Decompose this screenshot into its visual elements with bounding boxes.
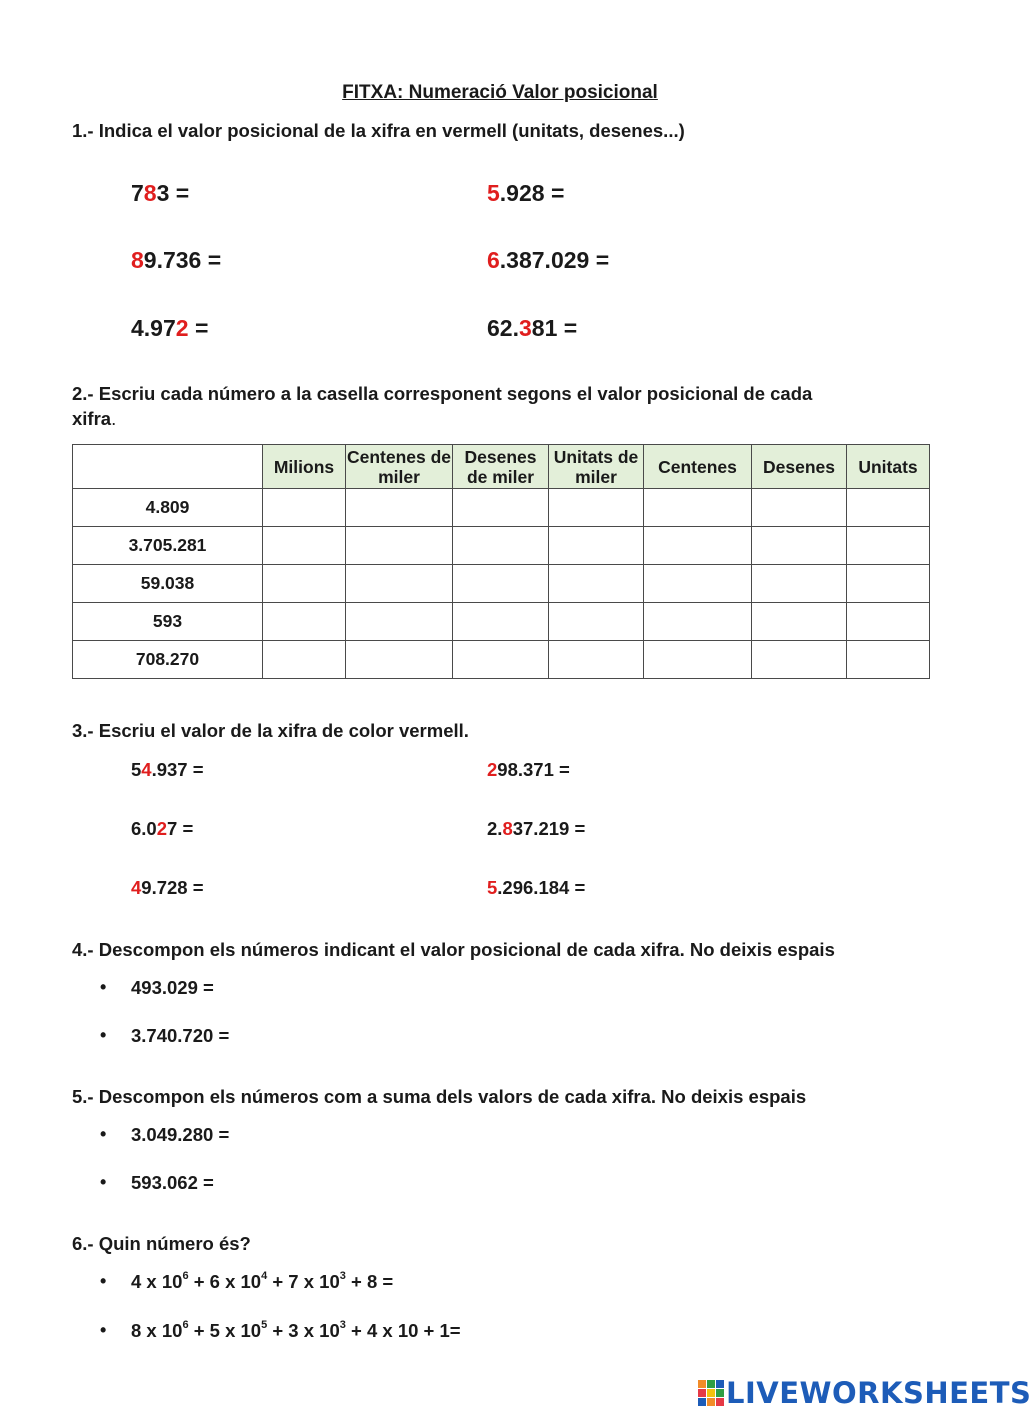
- q3-item-4: [487, 818, 760, 840]
- q3-item-4-pre: 2.: [487, 818, 503, 839]
- bullet-icon: •: [100, 1172, 107, 1192]
- q3-item-6-red-digit: 5: [487, 877, 498, 898]
- q1-item-5-pre: 4.97: [131, 315, 176, 341]
- q3-item-2-post: 98.371 =: [497, 759, 570, 780]
- table-cell-input[interactable]: [644, 641, 752, 679]
- q6-expr2-part-c: + 3 x 10: [267, 1320, 340, 1341]
- liveworksheets-logo: [698, 1378, 1031, 1408]
- table-cell-input[interactable]: [752, 527, 847, 565]
- q3-item-6: [487, 877, 760, 899]
- q6-expr1-part-b: + 6 x 10: [188, 1271, 262, 1292]
- table-cell-input[interactable]: [549, 565, 644, 603]
- q2-heading-tail: .: [111, 408, 117, 429]
- q6-answer-2[interactable]: [466, 1320, 636, 1342]
- q1-item-6-pre: 62.: [487, 315, 519, 341]
- q4-item-2: [131, 1025, 834, 1047]
- q3-item-2-red-digit: 2: [487, 759, 498, 780]
- q5-item-1-text: 3.049.280 =: [131, 1124, 230, 1145]
- table-cell-input[interactable]: [346, 527, 453, 565]
- header-centenes-de-miler: Centenes de miler: [346, 446, 452, 487]
- q1-answer-3[interactable]: [228, 252, 398, 274]
- row-number: 3.705.281: [73, 527, 263, 565]
- q1-heading: 1.- Indica el valor posicional de la xifra en vermell (unitats, desenes...): [72, 120, 685, 141]
- q2-heading-line2: xifra: [72, 408, 112, 429]
- q1-item-5-red-digit: 2: [175, 315, 189, 341]
- q6-expr1-part-d: + 8 =: [345, 1271, 394, 1292]
- bullet-icon: •: [100, 1271, 107, 1291]
- q3-answer-2[interactable]: [575, 759, 745, 781]
- q3-item-3-pre: 6.0: [131, 818, 157, 839]
- table-cell-input[interactable]: [453, 641, 549, 679]
- q4-item-1: [131, 977, 819, 999]
- q6-answer-1[interactable]: [398, 1271, 568, 1293]
- q3-item-5-post: 9.728 =: [141, 877, 204, 898]
- header-milions: Milions: [263, 445, 346, 489]
- q1-item-1-red-digit: 8: [143, 180, 157, 206]
- q6-item-1: [131, 1271, 568, 1293]
- q3-item-1-pre: 5: [131, 759, 142, 780]
- q3-item-4-red-digit: 8: [502, 818, 513, 839]
- table-cell-input[interactable]: [752, 565, 847, 603]
- q6-expr2-exp-a: 6: [182, 1318, 189, 1331]
- q1-item-6-post: 81 =: [531, 315, 578, 341]
- q5-item-2-text: 593.062 =: [131, 1172, 214, 1193]
- q1-item-4-post: .387.029 =: [499, 247, 610, 273]
- table-header-row: [73, 445, 930, 489]
- table-cell-input[interactable]: [644, 489, 752, 527]
- q6-expr2-part-a: 8 x 10: [131, 1320, 183, 1341]
- q3-item-1-red-digit: 4: [141, 759, 152, 780]
- header-desenes-de-miler: Desenes de miler: [453, 445, 549, 489]
- q3-item-1: [131, 759, 379, 781]
- table-cell-input[interactable]: [263, 603, 346, 641]
- q1-item-4: [487, 247, 786, 274]
- table-row: [73, 603, 930, 641]
- q3-answer-4[interactable]: [590, 818, 760, 840]
- q1-item-2-post: .928 =: [499, 180, 565, 206]
- table-cell-input[interactable]: [453, 603, 549, 641]
- table-cell-input[interactable]: [453, 527, 549, 565]
- q6-expr1-exp-c: 3: [339, 1269, 346, 1282]
- table-cell-input[interactable]: [644, 603, 752, 641]
- table-cell-input[interactable]: [847, 565, 930, 603]
- q1-item-3-red-digit: 8: [131, 247, 144, 273]
- page-title: FITXA: Numeració Valor posicional: [342, 82, 658, 103]
- header-centenes: Centenes: [644, 445, 752, 489]
- table-cell-input[interactable]: [847, 489, 930, 527]
- table-cell-input[interactable]: [847, 527, 930, 565]
- q3-item-3: [131, 818, 368, 840]
- liveworksheets-icon: [698, 1380, 724, 1406]
- table-cell-input[interactable]: [847, 641, 930, 679]
- table-row: [73, 489, 930, 527]
- q3-answer-1[interactable]: [209, 759, 379, 781]
- q4-answer-2[interactable]: [234, 1025, 834, 1047]
- table-cell-input[interactable]: [549, 603, 644, 641]
- table-corner: [73, 445, 263, 489]
- q6-expr1-part-c: + 7 x 10: [267, 1271, 340, 1292]
- q4-item-1-text: 493.029 =: [131, 977, 214, 998]
- table-row: [73, 565, 930, 603]
- table-cell-input[interactable]: [847, 603, 930, 641]
- q1-item-3-post: 9.736 =: [143, 247, 222, 273]
- q1-item-1: [131, 180, 366, 207]
- table-cell-input[interactable]: [346, 603, 453, 641]
- table-cell-input[interactable]: [549, 527, 644, 565]
- q4-answer-1[interactable]: [219, 977, 819, 999]
- table-cell-input[interactable]: [549, 641, 644, 679]
- q5-item-1: [131, 1124, 834, 1146]
- q4-item-2-text: 3.740.720 =: [131, 1025, 230, 1046]
- q1-item-5-post: =: [188, 315, 209, 341]
- table-cell-input[interactable]: [644, 527, 752, 565]
- table-cell-input[interactable]: [752, 641, 847, 679]
- q6-expr1-part-a: 4 x 10: [131, 1271, 183, 1292]
- q1-item-6-red-digit: 3: [518, 315, 532, 341]
- table-cell-input[interactable]: [549, 489, 644, 527]
- bullet-icon: •: [100, 1124, 107, 1144]
- header-unitats: Unitats: [847, 445, 930, 489]
- table-cell-input[interactable]: [346, 565, 453, 603]
- table-cell-input[interactable]: [453, 489, 549, 527]
- row-number: 593: [73, 603, 263, 641]
- q3-item-3-post: 7 =: [167, 818, 194, 839]
- q6-expr1-exp-a: 6: [182, 1269, 189, 1282]
- q1-item-2-red-digit: 5: [487, 180, 500, 206]
- q1-item-1-pre: 7: [131, 180, 144, 206]
- q6-expr2-part-b: + 5 x 10: [188, 1320, 262, 1341]
- q3-item-6-post: .296.184 =: [497, 877, 586, 898]
- q1-item-1-post: 3 =: [156, 180, 190, 206]
- q3-answer-5[interactable]: [209, 877, 379, 899]
- q3-item-4-post: 37.219 =: [512, 818, 586, 839]
- table-cell-input[interactable]: [346, 641, 453, 679]
- q6-expr2-exp-c: 3: [339, 1318, 346, 1331]
- place-value-table: [72, 444, 930, 679]
- q3-answer-3[interactable]: [198, 818, 368, 840]
- row-number: 708.270: [73, 641, 263, 679]
- row-number: 59.038: [73, 565, 263, 603]
- table-cell-input[interactable]: [263, 565, 346, 603]
- q6-expr2-part-d: + 4 x 10 + 1=: [345, 1320, 461, 1341]
- bullet-icon: •: [100, 1025, 107, 1045]
- header-desenes: Desenes: [752, 445, 847, 489]
- q6-expr2-exp-b: 5: [261, 1318, 268, 1331]
- q1-answer-1[interactable]: [196, 185, 366, 207]
- q3-heading: 3.- Escriu el valor de la xifra de color vermell.: [72, 720, 469, 741]
- table-cell-input[interactable]: [263, 527, 346, 565]
- table-cell-input[interactable]: [644, 565, 752, 603]
- q5-answer-1[interactable]: [234, 1124, 834, 1146]
- q1-item-4-red-digit: 6: [487, 247, 500, 273]
- q2-heading-line1: 2.- Escriu cada número a la casella corresponent segons el valor posicional de cada: [72, 383, 813, 404]
- q3-item-3-red-digit: 2: [156, 818, 168, 839]
- q3-item-5-red-digit: 4: [131, 877, 142, 898]
- table-cell-input[interactable]: [752, 603, 847, 641]
- table-cell-input[interactable]: [752, 489, 847, 527]
- q6-heading: 6.- Quin número és?: [72, 1233, 251, 1254]
- q1-item-3: [131, 247, 398, 274]
- bullet-icon: •: [100, 1320, 107, 1340]
- q3-item-2: [487, 759, 745, 781]
- table-cell-input[interactable]: [263, 641, 346, 679]
- q1-item-5: [131, 315, 385, 342]
- table-cell-input[interactable]: [453, 565, 549, 603]
- q1-item-6: [487, 315, 754, 342]
- q5-heading: 5.- Descompon els números com a suma dels valors de cada xifra. No deixis espais: [72, 1086, 807, 1107]
- bullet-icon: •: [100, 977, 107, 997]
- q5-item-2: [131, 1172, 819, 1194]
- q6-item-2: [131, 1320, 636, 1342]
- q2-heading: [72, 381, 932, 431]
- q4-heading: 4.- Descompon els números indicant el valor posicional de cada xifra. No deixis espais: [72, 939, 835, 960]
- q1-item-2: [487, 180, 741, 207]
- q6-expr1-exp-b: 4: [261, 1269, 268, 1282]
- table-cell-input[interactable]: [263, 489, 346, 527]
- table-row: [73, 641, 930, 679]
- q1-answer-5[interactable]: [215, 320, 385, 342]
- header-unitats-de-miler: Unitats de miler: [549, 445, 644, 489]
- q5-answer-2[interactable]: [219, 1172, 819, 1194]
- table-row: [73, 527, 930, 565]
- q1-answer-6[interactable]: [584, 320, 754, 342]
- q3-item-5: [131, 877, 379, 899]
- q3-item-1-post: .937 =: [151, 759, 204, 780]
- liveworksheets-brand: LIVEWORKSHEETS: [726, 1376, 1031, 1410]
- q1-answer-2[interactable]: [571, 185, 741, 207]
- q3-answer-6[interactable]: [590, 877, 760, 899]
- table-cell-input[interactable]: [346, 489, 453, 527]
- row-number: 4.809: [73, 489, 263, 527]
- q1-answer-4[interactable]: [616, 252, 786, 274]
